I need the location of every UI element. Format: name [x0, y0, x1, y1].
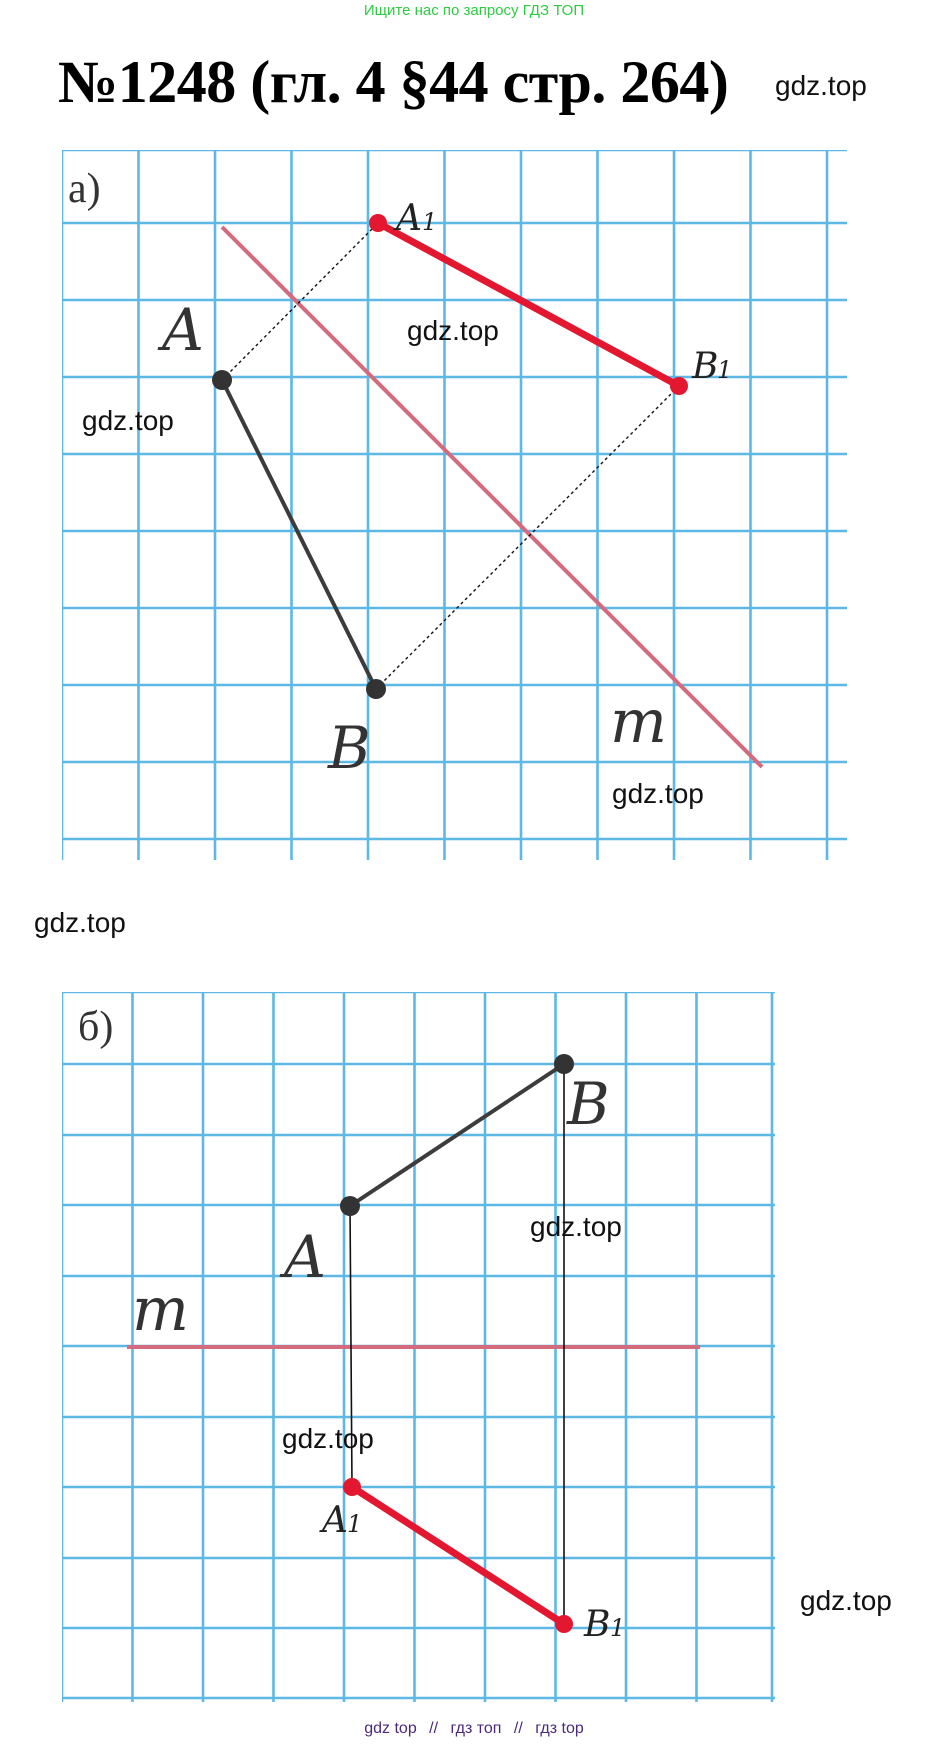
watermark: gdz.top	[34, 907, 126, 938]
watermark: gdz.top	[82, 405, 174, 436]
point-A1-a	[369, 214, 387, 232]
label-B1-b: B	[584, 1604, 611, 1645]
point-B1-a	[670, 377, 688, 395]
watermark: gdz.top	[612, 778, 704, 809]
figure-a	[62, 150, 847, 860]
footer-link-3[interactable]: гдз top	[535, 1720, 584, 1737]
label-B-a: B	[328, 714, 371, 782]
watermark: gdz.top	[775, 70, 867, 101]
watermark: gdz.top	[407, 315, 499, 346]
footer-link-2[interactable]: гдз топ	[450, 1720, 502, 1737]
label-A-b: A	[284, 1223, 326, 1291]
part-label-b: б)	[78, 1004, 114, 1050]
point-B-a	[366, 679, 386, 699]
watermark: gdz.top	[530, 1211, 622, 1242]
label-m-b: m	[132, 1275, 189, 1345]
watermark: gdz.top	[282, 1423, 374, 1454]
label-A1-a: A	[396, 198, 422, 239]
label-B1-a: B	[692, 346, 719, 387]
label-m-a: m	[610, 687, 667, 757]
page-title: №1248 (гл. 4 §44 стр. 264)	[58, 49, 729, 115]
label-A1-sub-b: 1	[347, 1510, 363, 1538]
point-B1-b	[555, 1615, 573, 1633]
footer-separator: //	[513, 1720, 523, 1737]
point-A1-b	[343, 1478, 361, 1496]
point-A-a	[212, 370, 232, 390]
figure-b	[62, 992, 775, 1702]
part-label-a: а)	[68, 166, 101, 212]
label-A1-b: A	[322, 1500, 348, 1541]
footer-links	[0, 1720, 948, 1738]
label-A1-sub-a: 1	[422, 208, 438, 236]
label-B1-sub-b: 1	[610, 1614, 626, 1642]
footer-link-1[interactable]: gdz top	[364, 1720, 417, 1737]
watermark: gdz.top	[800, 1585, 892, 1616]
search-hint-link[interactable]: Ищите нас по запросу ГДЗ ТОП	[363, 2, 585, 19]
label-B-b: B	[567, 1070, 610, 1138]
label-B1-sub-a: 1	[717, 356, 733, 384]
point-A-b	[340, 1196, 360, 1216]
label-A-a: A	[162, 296, 204, 364]
footer-separator: //	[429, 1720, 439, 1737]
